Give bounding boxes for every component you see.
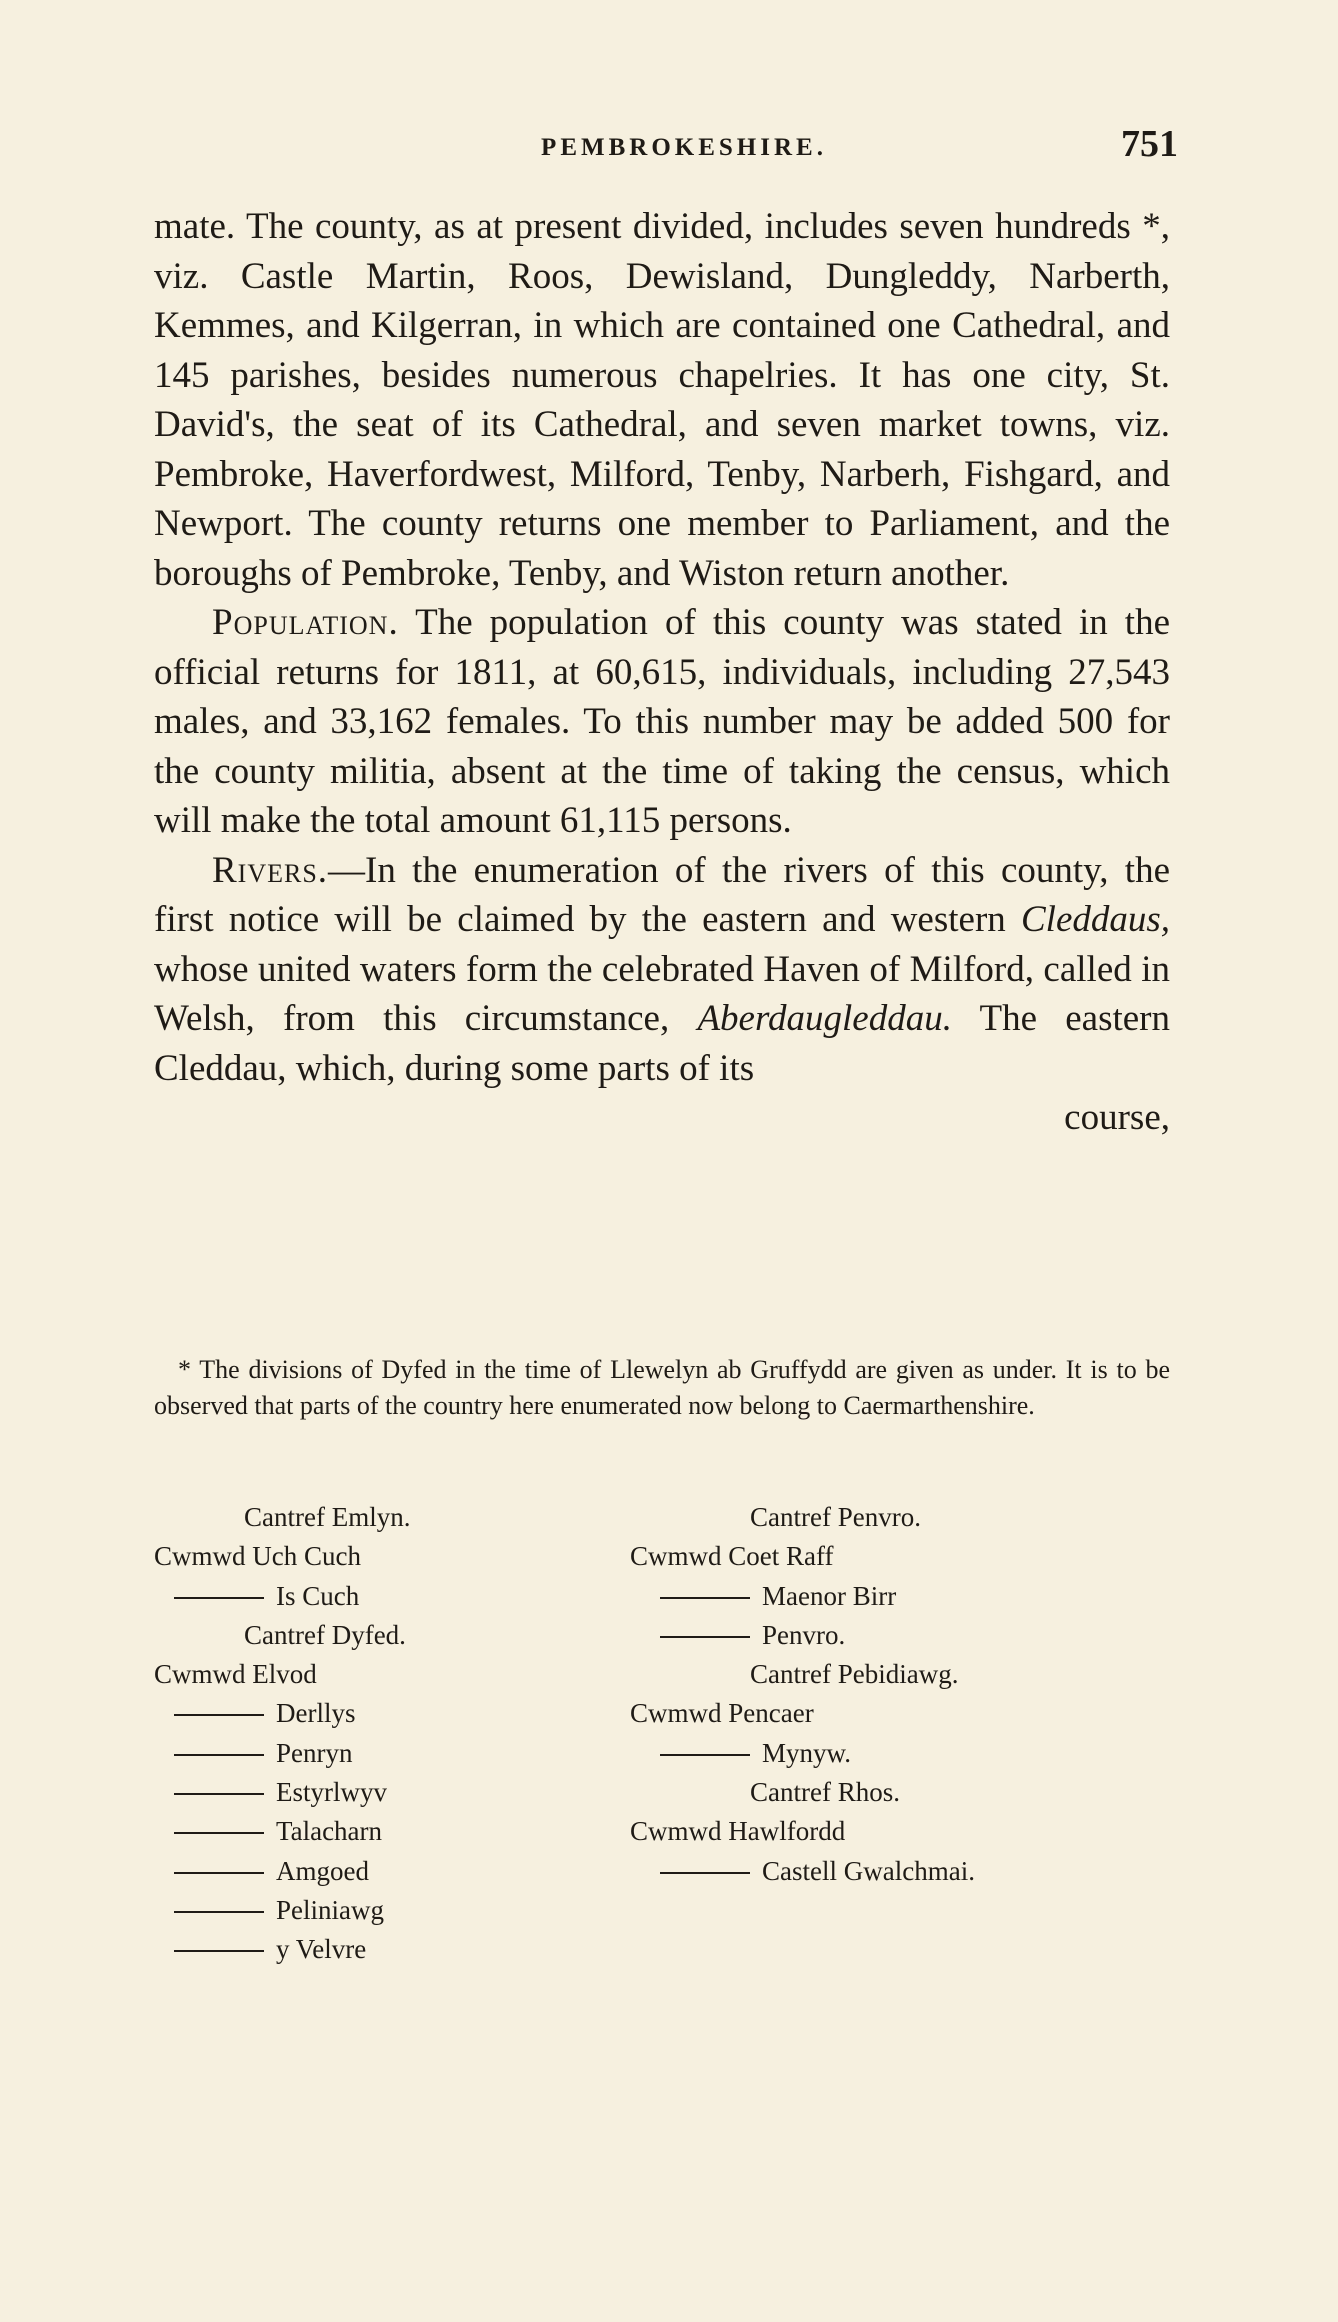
paragraph-rivers: [154, 846, 1170, 1094]
division-name: Maenor Birr: [762, 1580, 897, 1611]
section-heading-population: Population.: [212, 602, 399, 643]
divisions-right-column: [630, 1498, 1130, 1891]
division-entry: [154, 1773, 654, 1812]
rivers-text-b: whose united waters form the celebrated Haven of Milford, called in Welsh, from this circumstance,: [154, 948, 1170, 1039]
division-name: Mynyw.: [762, 1737, 852, 1768]
division-entry: [154, 1930, 654, 1969]
page-number: 751: [1121, 123, 1178, 165]
catchword: course,: [1064, 1097, 1170, 1138]
division-name: Peliniawg: [276, 1894, 384, 1925]
italic-cleddaus: Cleddaus,: [1020, 899, 1171, 940]
ditto-dash: [660, 1636, 750, 1638]
division-name: Talacharn: [276, 1816, 383, 1847]
ditto-dash: [174, 1872, 264, 1874]
ditto-dash: [174, 1714, 264, 1716]
division-entry: [154, 1852, 654, 1891]
division-entry: [630, 1734, 1130, 1773]
population-text: The population of this county was stated in the official returns for 1811, at 60,615, individuals, including 27,543 males, and 33,162 females. To this number may be added 500 for the county militia, absent at the time of taking the census, which will make the total amount 61,115 persons.: [154, 602, 1170, 841]
division-entry: [630, 1616, 1130, 1655]
ditto-dash: [660, 1754, 750, 1756]
division-name: Castell Gwalchmai.: [762, 1855, 975, 1886]
running-head-title: PEMBROKESHIRE.: [541, 134, 827, 161]
division-entry: [154, 1734, 654, 1773]
paragraph-population: [154, 598, 1170, 846]
ditto-dash: [174, 1832, 264, 1834]
ditto-dash: [174, 1950, 264, 1952]
division-entry: Cantref Emlyn.: [244, 1502, 411, 1532]
italic-aberdaugleddau: Aberdaugleddau.: [697, 998, 952, 1039]
division-name: Penryn: [276, 1737, 353, 1768]
rivers-text-a: In the enumeration of the rivers of this county, the first notice will be claimed by the eastern and western: [154, 849, 1170, 940]
division-entry: [630, 1852, 1130, 1891]
running-head: [190, 122, 1178, 166]
footnote-text: * The divisions of Dyfed in the time of Llewelyn ab Gruffydd are given as under. It is to be observed that parts of the country here enumerated now belong to Caermarthenshire.: [154, 1355, 1170, 1420]
ditto-dash: [174, 1793, 264, 1795]
division-entry: Cwmwd Elvod: [154, 1659, 317, 1690]
division-name: Penvro.: [762, 1619, 846, 1650]
ditto-dash: [174, 1597, 264, 1599]
rivers-text-c: The eastern Cleddau, which, during some parts of its: [154, 998, 1170, 1089]
division-entry: Cantref Rhos.: [750, 1777, 900, 1808]
division-entry: [154, 1577, 654, 1616]
division-entry: [154, 1694, 654, 1733]
division-name: Estyrlwyv: [276, 1777, 387, 1808]
division-name: Amgoed: [276, 1855, 369, 1886]
paragraph-county-divisions: mate. The county, as at present divided, includes seven hundreds *, viz. Castle Martin, Roos, Dewisland, Dungleddy, Narberth, Kemmes, and Kilgerran, in which are contained one Cathedral, and 145 parishes, besides numerous chapelries. It has one city, St. David's, the seat of its Cathedral, and seven market towns, viz. Pembroke, Haverfordwest, Milford, Tenby, Narberh, Fishgard, and Newport. The county returns one member to Parliament, and the boroughs of Pembroke, Tenby, and Wiston return another.: [154, 206, 1170, 594]
division-entry: [154, 1891, 654, 1930]
division-entry: Cantref Dyfed.: [244, 1619, 406, 1650]
divisions-left-column: [154, 1498, 654, 1970]
ditto-dash: [660, 1597, 750, 1599]
division-entry: Cwmwd Coet Raff: [630, 1541, 834, 1572]
division-entry: Cantref Pebidiawg.: [750, 1659, 959, 1690]
division-name: Is Cuch: [276, 1580, 360, 1611]
footnote: [154, 1352, 1170, 1424]
em-dash: —: [328, 849, 366, 891]
division-entry: Cwmwd Hawlfordd: [630, 1816, 846, 1847]
main-text: [154, 202, 1170, 1143]
ditto-dash: [174, 1754, 264, 1756]
division-entry: Cwmwd Uch Cuch: [154, 1541, 361, 1572]
division-entry: [154, 1812, 654, 1851]
section-heading-rivers: Rivers.: [212, 849, 329, 891]
division-name: y Velvre: [276, 1934, 367, 1965]
division-entry: Cwmwd Pencaer: [630, 1698, 814, 1729]
ditto-dash: [174, 1911, 264, 1913]
division-entry: [630, 1577, 1130, 1616]
division-name: Derllys: [276, 1698, 356, 1729]
division-entry: Cantref Penvro.: [750, 1502, 921, 1532]
ditto-dash: [660, 1872, 750, 1874]
